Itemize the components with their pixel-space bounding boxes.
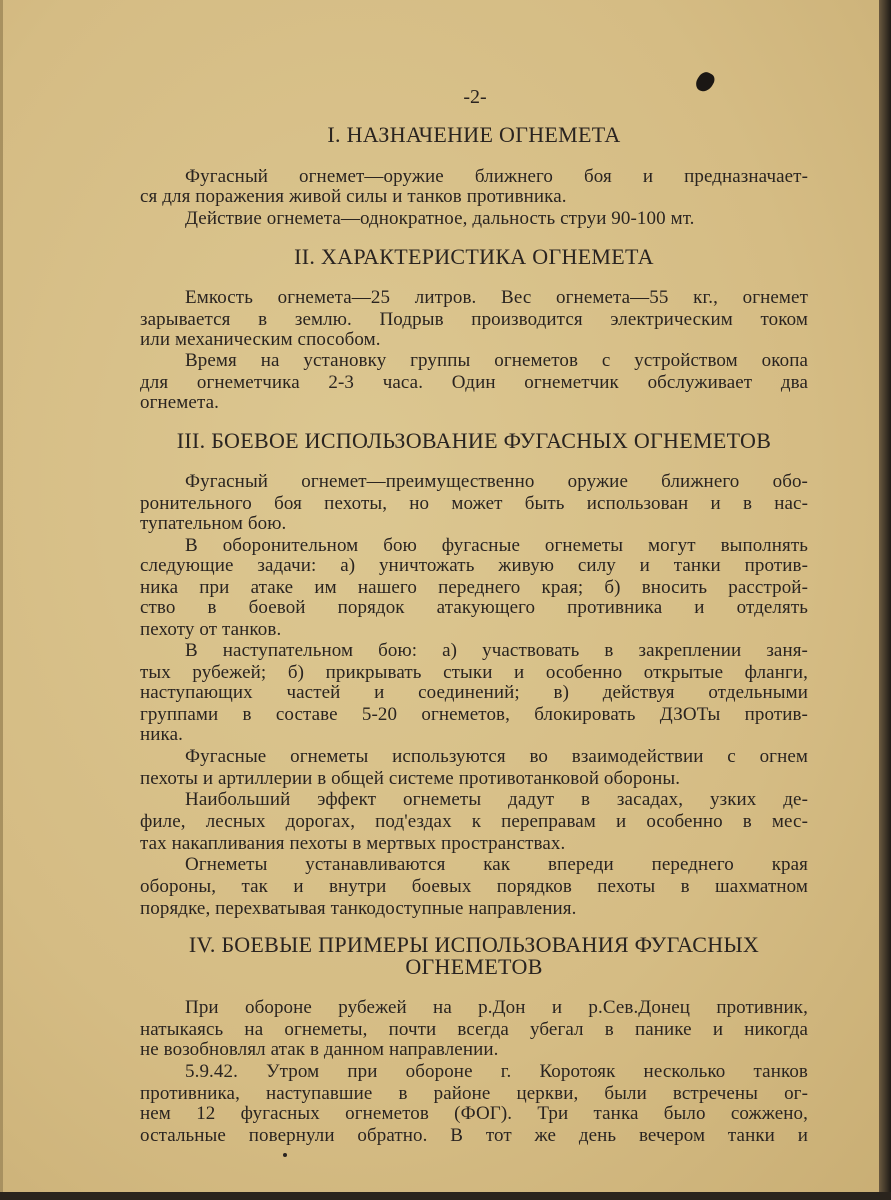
text-line: огнемета. [140,392,219,413]
text-line: ронительного боя пехоты, но может быть использован и в нас- [140,493,808,514]
text-line: тах накапливания пехоты в мертвых пространствах. [140,833,566,854]
text-line: Фугасный огнемет—преимущественно оружие ближнего обо- [185,471,808,492]
text-line: остальные повернули обратно. В тот же день вечером танки и [140,1125,808,1146]
section-heading: III. БОЕВОЕ ИСПОЛЬЗОВАНИЕ ФУГАСНЫХ ОГНЕМЕТОВ [176,428,772,453]
text-line: тупательном бою. [140,513,287,534]
text-line: Емкость огнемета—25 литров. Вес огнемета—55 кг., огнемет [185,287,808,308]
text-line: пехоты и артиллерии в общей системе противотанковой обороны. [140,768,681,789]
text-line: При обороне рубежей на р.Дон и р.Сев.Донец противник, [185,997,808,1018]
text-line: Действие огнемета—однократное, дальность струи 90-100 мт. [185,208,695,229]
text-line: группами в составе 5-20 огнеметов, блокировать ДЗОТы против- [140,704,808,725]
text-line: пехоту от танков. [140,619,282,640]
section-heading: ОГНЕМЕТОВ [405,954,543,979]
text-line: Фугасный огнемет—оружие ближнего боя и предназначает- [185,166,808,187]
text-line: Наибольший эффект огнеметы дадут в засадах, узких де- [185,789,808,810]
text-line: ника. [140,724,183,745]
scan-edge-left [0,0,3,1200]
text-line: Время на установку группы огнеметов с устройством окопа [185,350,808,371]
page-number: -2- [463,86,487,108]
text-line: натыкаясь на огнеметы, почти всегда убегал в панике и никогда [140,1019,808,1040]
section-heading: IV. БОЕВЫЕ ПРИМЕРЫ ИСПОЛЬЗОВАНИЯ ФУГАСНЫХ [188,932,760,957]
text-line: филе, лесных дорогах, под'ездах к переправам и особенно в мес- [140,811,808,832]
section-heading: I. НАЗНАЧЕНИЕ ОГНЕМЕТА [327,122,621,147]
text-line: противника, наступавшие в районе церкви, были встречены ог- [140,1083,808,1104]
text-line: следующие задачи: а) уничтожать живую силу и танки против- [140,555,808,576]
ink-dot [283,1153,287,1157]
scan-edge-bottom [0,1192,891,1200]
text-line: В оборонительном бою фугасные огнеметы могут выполнять [185,535,808,556]
section-heading: II. ХАРАКТЕРИСТИКА ОГНЕМЕТА [294,244,654,269]
text-line: ника при атаке им нашего переднего края; б) вносить расстрой- [140,577,808,598]
text-line: ся для поражения живой силы и танков противника. [140,186,567,207]
text-line: наступающих частей и соединений; в) действуя отдельными [140,682,808,703]
text-line: или механическим способом. [140,329,381,350]
scan-edge-right [879,0,891,1200]
text-line: В наступательном бою: а) участвовать в закреплении заня- [185,640,808,661]
text-line: обороны, так и внутри боевых порядков пехоты в шахматном [140,876,808,897]
text-line: 5.9.42. Утром при обороне г. Коротояк несколько танков [185,1061,808,1082]
text-line: зарывается в землю. Подрыв производится электрическим током [140,309,808,330]
text-line: нем 12 фугасных огнеметов (ФОГ). Три танка было сожжено, [140,1103,808,1124]
text-line: для огнеметчика 2-3 часа. Один огнеметчик обслуживает два [140,372,808,393]
text-line: порядке, перехватывая танкодоступные направления. [140,898,577,919]
text-line: Фугасные огнеметы используются во взаимодействии с огнем [185,746,808,767]
text-line: ство в боевой порядок атакующего противника и отделять [140,597,808,618]
text-line: Огнеметы устанавливаются как впереди переднего края [185,854,808,875]
text-line: не возобновлял атак в данном направлении. [140,1039,499,1060]
text-line: тых рубежей; б) прикрывать стыки и особенно открытые фланги, [140,662,808,683]
